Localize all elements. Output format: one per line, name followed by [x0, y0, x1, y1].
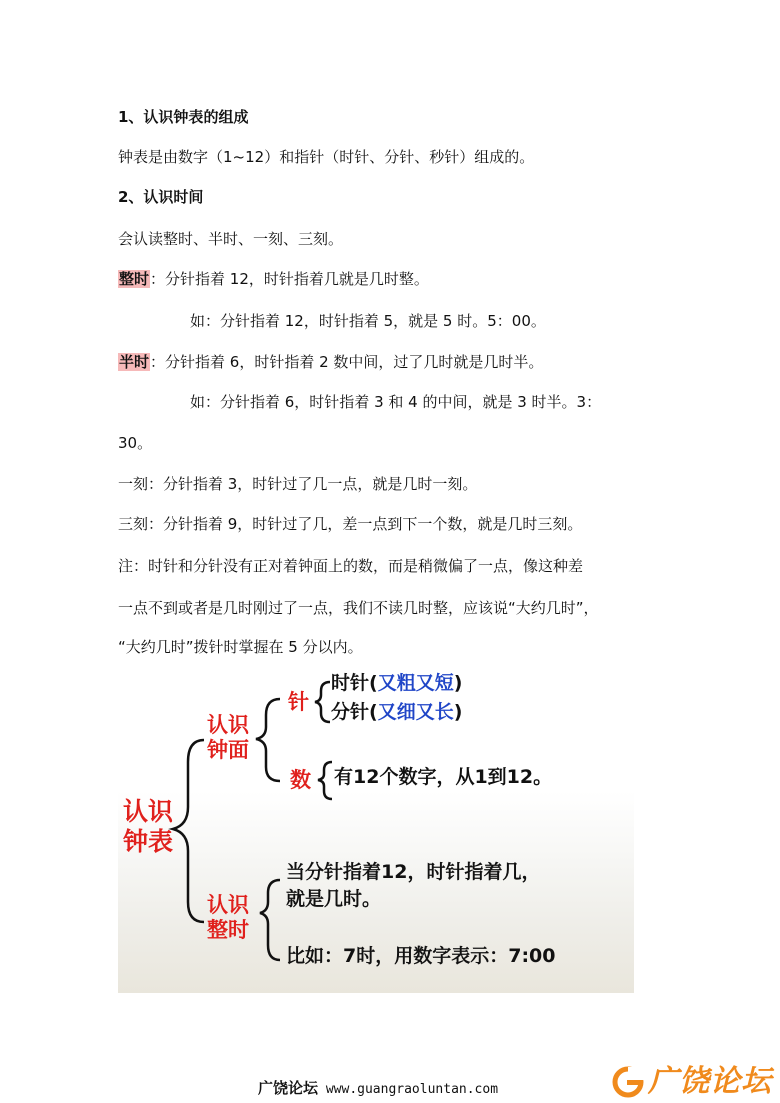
footer-site-name: 广饶论坛 — [258, 1079, 319, 1097]
site-logo — [608, 1062, 778, 1102]
paragraph-note-3: “大约几时”拨针时掌握在 5 分以内。 — [118, 638, 363, 656]
minute-hand-label: 分针( — [331, 701, 378, 723]
zhengshi-highlight: 整时 — [119, 270, 150, 288]
paragraph-sanke: 三刻：分针指着 9，时针过了几，差一点到下一个数，就是几时三刻。 — [118, 515, 583, 533]
paragraph-yike: 一刻：分针指着 3，时针过了几一点，就是几时一刻。 — [118, 475, 478, 493]
hour-hand-close: ) — [453, 672, 463, 694]
zhengshi-text: ：分针指着 12，时针指着几就是几时整。 — [150, 270, 429, 288]
numbers-item: 有12个数字，从1到12。 — [334, 766, 553, 788]
face-brace — [256, 699, 280, 781]
whole-hour-label-1: 认识 — [207, 893, 249, 917]
root-label-1: 认识 — [123, 797, 174, 826]
paragraph-zhengshi-example: 如：分针指着 12，时针指着 5，就是 5 时。5：00。 — [190, 312, 546, 330]
logo-g-icon — [610, 1062, 646, 1102]
footer-site-url[interactable]: www.guangraoluntan.com — [325, 1082, 499, 1097]
paragraph-clock-composition: 钟表是由数字（1~12）和指针（时针、分针、秒针）组成的。 — [118, 148, 535, 166]
rule-line-2: 就是几时。 — [286, 888, 382, 910]
paragraph-banshi-example-cont: 30。 — [118, 434, 153, 452]
hour-hand-item — [331, 671, 462, 695]
hours-brace — [260, 880, 280, 960]
clock-face-label-2: 钟面 — [207, 738, 249, 762]
hand-brace — [315, 682, 330, 722]
paragraph-note-2: 一点不到或者是几时刚过了一点，我们不读几时整，应该说“大约几时”， — [118, 599, 599, 617]
section-heading-1: 1、认识钟表的组成 — [118, 108, 249, 126]
example-line: 比如：7时，用数字表示：7:00 — [286, 945, 556, 967]
whole-hour-node — [207, 893, 249, 943]
paragraph-zhengshi — [118, 269, 429, 289]
hour-hand-desc: 又粗又短 — [377, 672, 454, 694]
number-node: 数 — [290, 768, 311, 792]
root-node — [123, 797, 173, 857]
paragraph-read-time: 会认读整时、半时、一刻、三刻。 — [118, 230, 344, 248]
logo-text: 广饶论坛 — [648, 1064, 772, 1099]
paragraph-banshi — [118, 352, 543, 372]
clock-face-node — [207, 713, 249, 763]
hand-node: 针 — [288, 690, 309, 714]
clock-face-label-1: 认识 — [207, 713, 249, 737]
root-label-2: 钟表 — [123, 827, 174, 856]
footer-site — [258, 1080, 498, 1098]
section-heading-2: 2、认识时间 — [118, 188, 204, 206]
whole-hour-label-2: 整时 — [207, 918, 249, 942]
root-brace — [173, 740, 204, 922]
hour-hand-label: 时针( — [331, 672, 378, 694]
minute-hand-close: ) — [453, 701, 463, 723]
rule-line-1: 当分针指着12，时针指着几， — [286, 861, 541, 883]
banshi-text: ：分针指着 6，时针指着 2 数中间，过了几时就是几时半。 — [150, 353, 544, 371]
minute-hand-item — [331, 700, 462, 724]
paragraph-banshi-example: 如：分针指着 6，时针指着 3 和 4 的中间，就是 3 时半。3： — [190, 393, 602, 411]
number-brace — [318, 762, 332, 799]
paragraph-note-1: 注：时针和分针没有正对着钟面上的数，而是稍微偏了一点，像这种差 — [118, 557, 584, 575]
banshi-highlight: 半时 — [119, 353, 150, 371]
minute-hand-desc: 又细又长 — [377, 701, 454, 723]
mind-map-diagram — [118, 667, 634, 993]
